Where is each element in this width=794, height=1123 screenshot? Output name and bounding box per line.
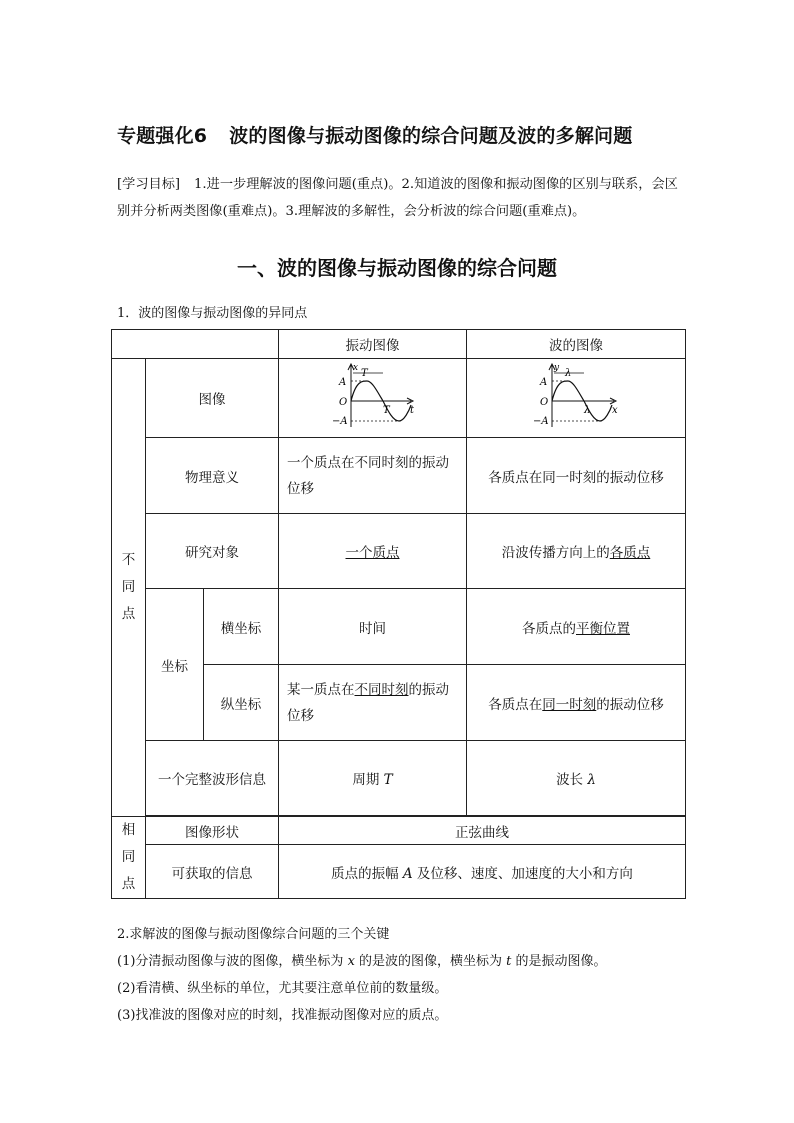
- title-text: 波的图像与振动图像的综合问题及波的多解问题: [229, 125, 633, 147]
- key-points: [117, 921, 607, 1029]
- graph-period-label: λ: [565, 368, 572, 379]
- page-title: [117, 121, 632, 148]
- graph-x-label: t: [409, 405, 414, 416]
- wavelength-cell: 波长 λ: [467, 741, 686, 816]
- row-info-label: 可获取的信息: [146, 845, 279, 899]
- yaxis-wave: 各质点在同一时刻的振动位移: [467, 665, 686, 741]
- goals-text: 1.进一步理解波的图像问题(重点)。2.知道波的图像和振动图像的区别与联系，会区别并分析两类图像(重难点)。3.理解波的多解性，会分析波的综合问题(重难点)。: [117, 177, 678, 219]
- row-meaning-label: 物理意义: [146, 438, 279, 514]
- section-title: 一、波的图像与振动图像的综合问题: [237, 256, 557, 280]
- goals-tag: [学习目标]: [117, 177, 181, 192]
- header-blank: [112, 330, 279, 359]
- shape-cell: 正弦曲线: [279, 817, 686, 845]
- table-row: [112, 741, 686, 816]
- graph-t-mark: T: [382, 405, 390, 416]
- graph-amp-label: A: [540, 377, 548, 388]
- vibration-graph: [331, 361, 415, 431]
- table-header-row: [112, 330, 686, 359]
- wave-graph-cell: [467, 359, 686, 438]
- info-cell: 质点的振幅 A 及位移、速度、加速度的大小和方向: [279, 845, 686, 899]
- graph-period-label: T: [360, 368, 368, 379]
- table-row: [112, 514, 686, 589]
- row-yaxis-label: 纵坐标: [204, 665, 279, 741]
- object-vibration: 一个质点: [279, 514, 467, 589]
- table-row: [112, 845, 686, 899]
- group-diff-label: 不 同 点: [112, 359, 146, 817]
- row-shape-label: 图像形状: [146, 817, 279, 845]
- notes-heading: 2.求解波的图像与振动图像综合问题的三个关键: [117, 927, 390, 942]
- learning-goals: [117, 171, 687, 225]
- vibration-graph-cell: [279, 359, 467, 438]
- wave-graph: [532, 361, 620, 431]
- graph-y-label: y: [554, 363, 560, 373]
- graph-origin-label: O: [540, 397, 549, 408]
- comparison-table: [111, 329, 686, 899]
- note-item-2: (2)看清横、纵坐标的单位，尤其要注意单位前的数量级。: [117, 981, 448, 996]
- table-row: [112, 589, 686, 665]
- row-wave-info-label: 一个完整波形信息: [146, 741, 279, 816]
- object-wave: 沿波传播方向上的各质点: [467, 514, 686, 589]
- period-cell: 周期 T: [279, 741, 467, 816]
- xaxis-vibration: 时间: [279, 589, 467, 665]
- row-image-label: 图像: [146, 359, 279, 438]
- row-coord-label: 坐标: [146, 589, 204, 741]
- graph-amp-label: A: [338, 377, 346, 388]
- graph-neg-amp-label: −A: [331, 416, 348, 427]
- subheading: 1．波的图像与振动图像的异同点: [117, 306, 308, 321]
- table-row: [112, 438, 686, 514]
- graph-y-label: x: [352, 363, 358, 373]
- header-wave: 波的图像: [467, 330, 686, 359]
- graph-neg-amp-label: −A: [533, 416, 549, 427]
- xaxis-wave: 各质点的平衡位置: [467, 589, 686, 665]
- meaning-wave: 各质点在同一时刻的振动位移: [467, 438, 686, 514]
- meaning-vibration: 一个质点在不同时刻的振动位移: [279, 438, 467, 514]
- row-xaxis-label: 横坐标: [204, 589, 279, 665]
- graph-x-label: x: [612, 405, 618, 416]
- title-number: 专题强化6: [117, 125, 208, 147]
- note-item-1: (1)分清振动图像与波的图像，横坐标为 x 的是波的图像，横坐标为 t 的是振动图像。: [117, 954, 607, 969]
- row-object-label: 研究对象: [146, 514, 279, 589]
- header-vibration: 振动图像: [279, 330, 467, 359]
- graph-lambda-mark: λ: [584, 405, 591, 416]
- table-row: [112, 359, 686, 438]
- table-row: [112, 817, 686, 845]
- graph-origin-label: O: [338, 397, 347, 408]
- group-same-label: 相 同 点: [112, 817, 146, 899]
- yaxis-vibration: 某一质点在不同时刻的振动位移: [279, 665, 467, 741]
- note-item-3: (3)找准波的图像对应的时刻，找准振动图像对应的质点。: [117, 1008, 448, 1023]
